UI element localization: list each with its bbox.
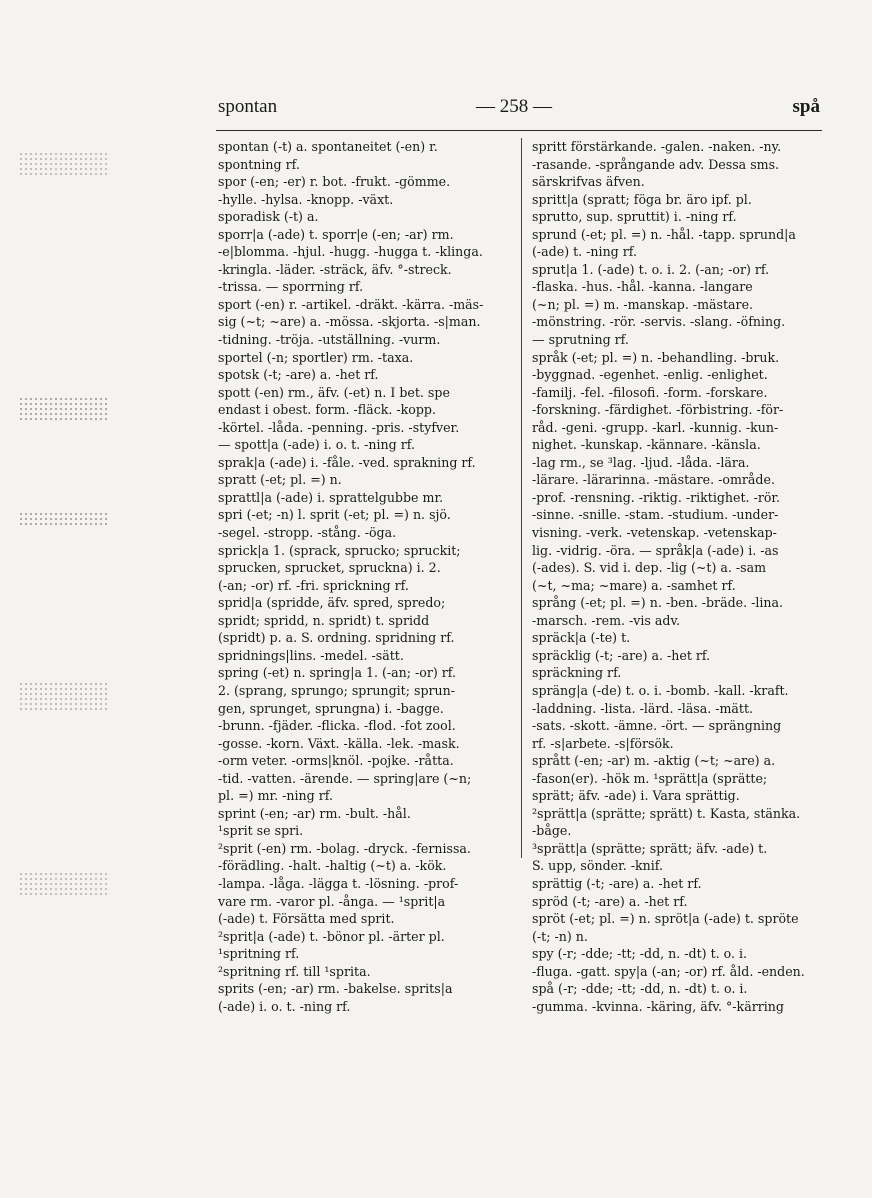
entry-line: ²spritning rf. till ¹sprita. [218, 963, 371, 979]
entry-line: gen, sprunget, sprungna) i. -bagge. [218, 700, 444, 716]
entry-line: -trissa. — sporrning rf. [218, 279, 364, 295]
entry-line: spridnings|lins. -medel. -sätt. [218, 647, 404, 663]
entry-line: ²sprit|a (-ade) t. -bönor pl. -ärter pl. [218, 928, 445, 944]
entry-line: sprucken, sprucket, spruckna) i. 2. [218, 560, 441, 576]
left-column [218, 138, 514, 1015]
entry-line: -lag rm., se ³lag. -ljud. -låda. -lära. [532, 454, 750, 470]
entry-line: (-ades). S. vid i. dep. -lig (~t) a. -sam [532, 560, 767, 576]
entry-line: spratt (-et; pl. =) n. [218, 472, 342, 488]
entry-line: sporadisk (-t) a. [218, 209, 319, 225]
entry-line: sprut|a 1. (-ade) t. o. i. 2. (-an; -or) rf. [532, 261, 770, 277]
entry-line: sprått (-en; -ar) m. -aktig (~t; ~are) a. [532, 753, 776, 769]
entry-line: -fason(er). -hök m. ¹sprätt|a (sprätte; [532, 770, 768, 786]
scan-artifact [20, 680, 110, 713]
entry-line: sprättig (-t; -are) a. -het rf. [532, 875, 702, 891]
entry-line: -mönstring. -rör. -servis. -slang. -öfning. [532, 314, 786, 330]
entry-line: -lärare. -lärarinna. -mästare. -område. [532, 472, 775, 488]
entry-line: (-ade) i. o. t. -ning rf. [218, 998, 351, 1014]
entry-line: sprick|a 1. (sprack, sprucko; spruckit; [218, 542, 461, 558]
entry-line: sprutto, sup. spruttit) i. -ning rf. [532, 209, 737, 225]
entry-line: -brunn. -fjäder. -flicka. -flod. -fot zool. [218, 718, 456, 734]
entry-line: -tidning. -tröja. -utställning. -vurm. [218, 332, 441, 348]
scan-artifact [20, 150, 110, 178]
entry-line: sprattl|a (-ade) i. sprattelgubbe mr. [218, 489, 444, 505]
entry-line: spridt; spridd, n. spridt) t. spridd [218, 612, 430, 628]
entry-line: spri (-et; -n) l. sprit (-et; pl. =) n. sjö. [218, 507, 451, 523]
entry-line: -sats. -skott. -ämne. -ört. — sprängning [532, 718, 782, 734]
entry-line: -familj. -fel. -filosofi. -form. -forskare. [532, 384, 768, 400]
entry-line: spy (-r; -dde; -tt; -dd, n. -dt) t. o. i. [532, 946, 748, 962]
entry-line: spräck|a (-te) t. [532, 630, 631, 646]
entry-line: spräcklig (-t; -are) a. -het rf. [532, 647, 711, 663]
entry-line: — spott|a (-ade) i. o. t. -ning rf. [218, 437, 415, 453]
entry-line: (-ade) t. Försätta med sprit. [218, 911, 395, 927]
entry-line: lig. -vidrig. -öra. — språk|a (-ade) i. -as [532, 542, 779, 558]
entry-line: spor (-en; -er) r. bot. -frukt. -gömme. [218, 174, 451, 190]
entry-line: -laddning. -lista. -lärd. -läsa. -mätt. [532, 700, 754, 716]
entry-line: -flaska. -hus. -hål. -kanna. -langare [532, 279, 753, 295]
entry-line: -kringla. -läder. -sträck, äfv. °-streck. [218, 261, 452, 277]
entry-line: spring (-et) n. spring|a 1. (-an; -or) rf. [218, 665, 457, 681]
entry-line: spräng|a (-de) t. o. i. -bomb. -kall. -kraft. [532, 682, 789, 698]
entry-line: -tid. -vatten. -ärende. — spring|are (~n; [218, 770, 472, 786]
entry-line: -orm veter. -orms|knöl. -pojke. -råtta. [218, 753, 454, 769]
entry-line: sportel (-n; sportler) rm. -taxa. [218, 349, 414, 365]
entry-line: språk (-et; pl. =) n. -behandling. -bruk. [532, 349, 780, 365]
entry-line: spräckning rf. [532, 665, 622, 681]
entry-line: (-an; -or) rf. -fri. sprickning rf. [218, 577, 409, 593]
entry-line: sprak|a (-ade) i. -fåle. -ved. sprakning rf. [218, 454, 476, 470]
entry-line: sig (~t; ~are) a. -mössa. -skjorta. -s|man. [218, 314, 481, 330]
entry-line: -båge. [532, 823, 572, 839]
entry-line: särskrifvas äfven. [532, 174, 645, 190]
entry-line: (~n; pl. =) m. -manskap. -mästare. [532, 296, 754, 312]
entry-line: -gumma. -kvinna. -käring, äfv. °-kärring [532, 998, 784, 1014]
entry-line: sprid|a (spridde, äfv. spred, spredo; [218, 595, 446, 611]
entry-line: spröt (-et; pl. =) n. spröt|a (-ade) t. spröte [532, 911, 799, 927]
entry-line: -e|blomma. -hjul. -hugg. -hugga t. -klinga. [218, 244, 483, 260]
entry-line: spontan (-t) a. spontaneitet (-en) r. [218, 139, 438, 154]
entry-line: endast i obest. form. -fläck. -kopp. [218, 402, 436, 418]
entry-line: -körtel. -låda. -penning. -pris. -styfver. [218, 419, 460, 435]
entry-line: -marsch. -rem. -vis adv. [532, 612, 681, 628]
entry-line: S. upp, sönder. -knif. [532, 858, 663, 874]
entry-line: spå (-r; -dde; -tt; -dd, n. -dt) t. o. i. [532, 981, 748, 997]
entry-line: ¹sprit se spri. [218, 823, 304, 839]
entry-line: — sprutning rf. [532, 332, 629, 348]
header-left-guideword: spontan [218, 96, 278, 117]
entry-line: -sinne. -snille. -stam. -studium. -under- [532, 507, 779, 523]
entry-line: -prof. -rensning. -riktig. -riktighet. -rör. [532, 489, 781, 505]
entry-line: spröd (-t; -are) a. -het rf. [532, 893, 688, 909]
entry-line: visning. -verk. -vetenskap. -vetenskap- [532, 525, 777, 541]
entry-line: språng (-et; pl. =) n. -ben. -bräde. -lina. [532, 595, 784, 611]
entry-line: -förädling. -halt. -haltig (~t) a. -kök. [218, 858, 447, 874]
entry-line: råd. -geni. -grupp. -karl. -kunnig. -kun- [532, 419, 779, 435]
entry-line: ²sprit (-en) rm. -bolag. -dryck. -fernissa. [218, 840, 471, 856]
entry-line: -lampa. -låga. -läggа t. -lösning. -prof- [218, 875, 459, 891]
header-right-guideword: spå [792, 96, 820, 117]
entry-line: sprint (-en; -ar) rm. -bult. -hål. [218, 805, 411, 821]
entry-line: pl. =) mr. -ning rf. [218, 788, 333, 804]
entry-line: -segel. -stropp. -stång. -öga. [218, 525, 397, 541]
entry-line: spott (-en) rm., äfv. (-et) n. I bet. spe [218, 384, 450, 400]
entry-line: -rasande. -språngande adv. Dessa sms. [532, 156, 780, 172]
entry-line: -fluga. -gatt. spy|a (-an; -or) rf. åld. -enden. [532, 963, 805, 979]
header-rule [216, 130, 822, 131]
scan-artifact [20, 510, 110, 528]
entry-line: ²sprätt|a (sprätte; sprätt) t. Kasta, stänka. [532, 805, 801, 821]
scan-artifact [20, 395, 110, 423]
entry-line: ¹spritning rf. [218, 946, 300, 962]
entry-line: -gosse. -korn. Växt. -källa. -lek. -mask. [218, 735, 460, 751]
entry-line: spritt förstärkande. -galen. -naken. -ny. [532, 139, 782, 154]
entry-line: (-ade) t. -ning rf. [532, 244, 637, 260]
entry-line: (~t, ~ma; ~mare) a. -samhet rf. [532, 577, 736, 593]
entry-line: ³sprätt|a (sprätte; sprätt; äfv. -ade) t. [532, 840, 768, 856]
entry-line: vare rm. -varor pl. -ånga. — ¹sprit|a [218, 893, 446, 909]
entry-line: (spridt) p. a. S. ordning. spridning rf. [218, 630, 455, 646]
entry-line: spontning rf. [218, 156, 300, 172]
entry-line: -byggnad. -egenhet. -enlig. -enlighet. [532, 367, 768, 383]
entry-line: nighet. -kunskap. -kännare. -känsla. [532, 437, 761, 453]
entry-line: sport (-en) r. -artikel. -dräkt. -kärra. -mäs- [218, 296, 484, 312]
entry-line: -forskning. -färdighet. -förbistring. -för- [532, 402, 784, 418]
entry-line: sprätt; äfv. -ade) i. Vara sprättig. [532, 788, 740, 804]
entry-line: sprits (-en; -ar) rm. -bakelse. sprits|a [218, 981, 453, 997]
entry-line: spotsk (-t; -are) a. -het rf. [218, 367, 379, 383]
column-divider [521, 138, 522, 858]
entry-line: sporr|a (-ade) t. sporr|e (-en; -ar) rm. [218, 226, 454, 242]
scan-artifact [20, 870, 110, 898]
entry-line: 2. (sprang, sprungo; sprungit; sprun- [218, 682, 456, 698]
entry-line: spritt|a (spratt; föga br. äro ipf. pl. [532, 191, 752, 207]
entry-line: rf. -s|arbete. -s|försök. [532, 735, 674, 751]
page-number: — 258 — [476, 96, 552, 117]
entry-line: -hylle. -hylsa. -knopp. -växt. [218, 191, 394, 207]
entry-line: (-t; -n) n. [532, 928, 588, 944]
right-column [532, 138, 828, 1015]
page-header [216, 96, 820, 126]
entry-line: sprund (-et; pl. =) n. -hål. -tapp. sprund|a [532, 226, 796, 242]
